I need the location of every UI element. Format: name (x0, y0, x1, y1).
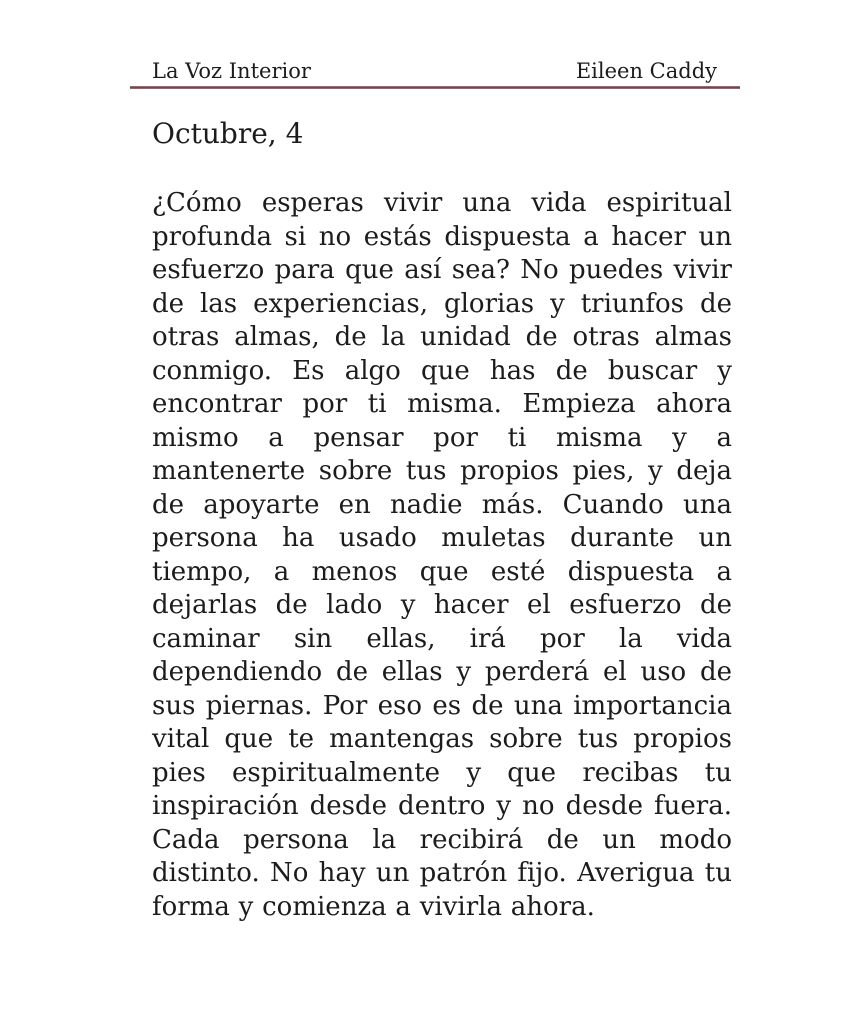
running-header (152, 58, 717, 84)
header-rule (130, 86, 740, 89)
devotional-text: ¿Cómo esperas vivir una vida espiritual profunda si no estás dispuesta a hacer un esfuerzo para que así sea? No puedes vivir de las experiencias, glorias y triunfos de otras almas, de la unidad de otras almas conmigo. Es algo que has de buscar y encontrar por ti misma. Empieza ahora mismo a pensar por ti misma y a mantenerte sobre tus propios pies, y deja de apoyarte en nadie más. Cuando una persona ha usado muletas durante un tiempo, a menos que esté dispuesta a dejarlas de lado y hacer el esfuerzo de caminar sin ellas, irá por la vida dependiendo de ellas y perderá el uso de sus piernas. Por eso es de una importancia vital que te mantengas sobre tus propios pies espiritualmente y que recibas tu inspiración desde dentro y no desde fuera. Cada persona la recibirá de un modo distinto. No hay un patrón fijo. Averigua tu forma y comienza a vivirla ahora. (152, 188, 732, 922)
running-header-author: Eileen Caddy (575, 59, 717, 83)
date-heading: Octubre, 4 (152, 117, 304, 150)
running-header-title: La Voz Interior (152, 59, 311, 83)
